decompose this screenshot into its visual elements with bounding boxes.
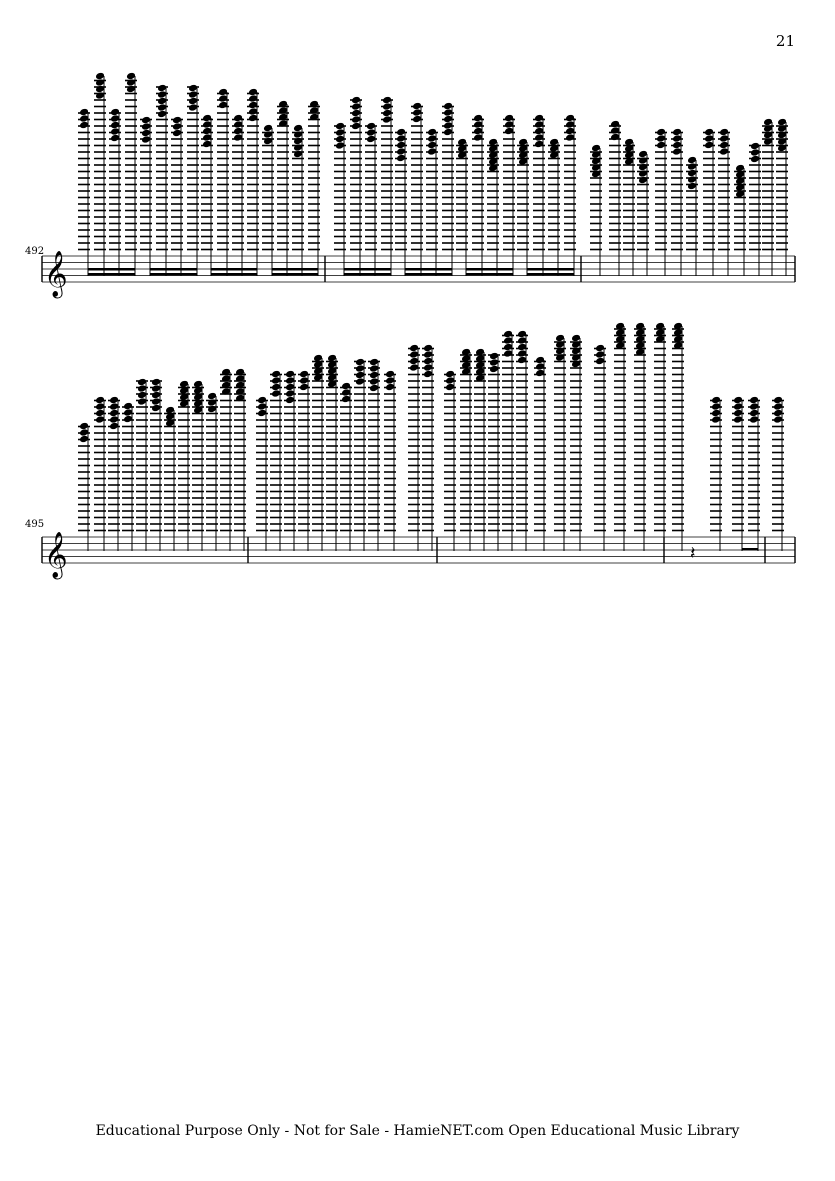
notehead <box>335 122 345 131</box>
notehead <box>704 134 714 143</box>
notehead <box>157 103 167 112</box>
notehead <box>672 128 682 137</box>
notehead <box>777 118 787 127</box>
notehead <box>263 130 273 139</box>
notehead <box>412 102 422 111</box>
notehead <box>257 396 267 405</box>
notehead <box>565 120 575 129</box>
notehead <box>137 384 147 393</box>
notehead <box>285 376 295 385</box>
notehead <box>750 155 760 164</box>
notehead <box>271 370 281 379</box>
notehead <box>188 97 198 106</box>
notehead <box>110 134 120 143</box>
notehead <box>638 150 648 159</box>
notehead <box>285 370 295 379</box>
notehead <box>137 378 147 387</box>
notehead <box>396 141 406 150</box>
page-number: 21 <box>775 32 795 50</box>
beam <box>405 268 452 271</box>
notehead <box>711 409 721 418</box>
notehead <box>595 344 605 353</box>
notehead <box>711 415 721 424</box>
notehead <box>285 396 295 405</box>
notehead <box>141 135 151 144</box>
notehead <box>233 127 243 136</box>
notehead <box>385 376 395 385</box>
notehead <box>202 133 212 142</box>
notehead <box>369 377 379 386</box>
notehead <box>773 402 783 411</box>
notehead <box>719 134 729 143</box>
notehead <box>427 134 437 143</box>
notehead <box>443 115 453 124</box>
notehead <box>351 109 361 118</box>
notehead <box>341 382 351 391</box>
notehead <box>341 388 351 397</box>
notehead <box>335 135 345 144</box>
notehead <box>445 370 455 379</box>
notehead <box>385 383 395 392</box>
notehead <box>719 141 729 150</box>
notehead <box>123 402 133 411</box>
notehead <box>202 127 212 136</box>
beam <box>344 273 391 276</box>
notehead <box>656 141 666 150</box>
notehead <box>109 402 119 411</box>
notehead <box>351 96 361 105</box>
notehead <box>355 364 365 373</box>
notehead <box>427 128 437 137</box>
beam <box>272 273 318 276</box>
notehead <box>293 150 303 159</box>
notehead <box>423 350 433 359</box>
notehead <box>473 127 483 136</box>
notehead <box>172 116 182 125</box>
staff-system-1 <box>42 72 795 299</box>
notehead <box>733 396 743 405</box>
beam <box>211 268 257 271</box>
notehead <box>141 129 151 138</box>
notehead <box>517 336 527 345</box>
notehead <box>610 133 620 142</box>
notehead <box>773 415 783 424</box>
notehead <box>672 147 682 156</box>
notehead <box>382 109 392 118</box>
notehead <box>517 349 527 358</box>
notehead <box>355 371 365 380</box>
notehead <box>704 128 714 137</box>
notehead <box>504 114 514 123</box>
notehead <box>535 362 545 371</box>
notehead <box>157 90 167 99</box>
beam <box>466 268 513 271</box>
notehead <box>503 349 513 358</box>
notehead <box>719 147 729 156</box>
notehead <box>595 350 605 359</box>
measure-number-495: 495 <box>25 519 45 530</box>
notehead <box>517 330 527 339</box>
notehead <box>503 330 513 339</box>
notehead <box>123 408 133 417</box>
notehead <box>427 147 437 156</box>
notehead <box>188 90 198 99</box>
notehead <box>369 364 379 373</box>
notehead <box>423 344 433 353</box>
notehead <box>172 122 182 131</box>
notehead <box>202 140 212 149</box>
notehead <box>591 144 601 153</box>
notehead <box>750 148 760 157</box>
notehead <box>335 128 345 137</box>
notehead <box>656 134 666 143</box>
notehead <box>396 154 406 163</box>
notehead <box>110 121 120 130</box>
notehead <box>749 396 759 405</box>
notehead <box>293 124 303 133</box>
notehead <box>382 115 392 124</box>
notehead <box>443 121 453 130</box>
notehead <box>503 336 513 345</box>
notehead <box>285 383 295 392</box>
notehead <box>351 102 361 111</box>
beam <box>405 273 452 276</box>
notehead <box>423 363 433 372</box>
notehead <box>248 94 258 103</box>
notehead <box>351 115 361 124</box>
notehead <box>369 358 379 367</box>
notehead <box>151 397 161 406</box>
notehead <box>188 84 198 93</box>
notehead <box>711 396 721 405</box>
notehead <box>293 130 303 139</box>
notehead <box>233 133 243 142</box>
notehead <box>355 358 365 367</box>
notehead <box>610 126 620 135</box>
notehead <box>445 383 455 392</box>
notehead <box>207 392 217 401</box>
notehead <box>95 415 105 424</box>
notehead <box>95 402 105 411</box>
notehead <box>704 141 714 150</box>
notehead <box>687 169 697 178</box>
beam <box>527 273 574 276</box>
notehead <box>445 376 455 385</box>
footer-text: Educational Purpose Only - Not for Sale - HamieNET.com Open Educational Music Library <box>95 1123 740 1139</box>
notehead <box>109 415 119 424</box>
beam <box>88 268 135 271</box>
notehead <box>571 334 581 343</box>
notehead <box>638 156 648 165</box>
notehead <box>733 415 743 424</box>
notehead <box>109 409 119 418</box>
staff-system-2 <box>42 322 795 580</box>
notehead <box>534 140 544 149</box>
notehead <box>409 344 419 353</box>
beam <box>466 273 513 276</box>
notehead <box>109 396 119 405</box>
notehead <box>733 402 743 411</box>
notehead <box>535 369 545 378</box>
notehead <box>489 365 499 374</box>
notehead <box>396 147 406 156</box>
notehead <box>503 343 513 352</box>
notehead <box>248 107 258 116</box>
beam <box>211 273 257 276</box>
notehead <box>504 120 514 129</box>
notehead <box>202 120 212 129</box>
notehead <box>141 122 151 131</box>
beam <box>88 273 135 276</box>
notehead <box>672 141 682 150</box>
notehead <box>412 115 422 124</box>
notehead <box>172 129 182 138</box>
measure-number-492: 492 <box>25 246 45 257</box>
notehead <box>473 133 483 142</box>
notehead <box>534 120 544 129</box>
beam <box>527 268 574 271</box>
notehead <box>473 120 483 129</box>
notehead <box>385 370 395 379</box>
notehead <box>489 358 499 367</box>
notehead <box>638 176 648 185</box>
notehead <box>126 78 136 87</box>
notehead <box>733 409 743 418</box>
notehead <box>443 128 453 137</box>
notehead <box>218 94 228 103</box>
notehead <box>95 409 105 418</box>
notehead <box>233 114 243 123</box>
notehead <box>366 128 376 137</box>
notehead <box>141 116 151 125</box>
notehead <box>409 363 419 372</box>
notehead <box>763 118 773 127</box>
notehead <box>79 435 89 444</box>
notehead <box>110 127 120 136</box>
notehead <box>382 96 392 105</box>
notehead <box>517 356 527 365</box>
notehead <box>335 141 345 150</box>
notehead <box>409 350 419 359</box>
notehead <box>137 391 147 400</box>
notehead <box>233 120 243 129</box>
notehead <box>555 334 565 343</box>
notehead <box>610 120 620 129</box>
notehead <box>110 114 120 123</box>
notehead <box>271 389 281 398</box>
notehead <box>423 357 433 366</box>
beam <box>150 268 197 271</box>
notehead <box>248 114 258 123</box>
notehead <box>366 122 376 131</box>
notehead <box>257 402 267 411</box>
notehead <box>151 384 161 393</box>
treble-clef: 𝄞 <box>44 251 68 297</box>
notehead <box>423 370 433 379</box>
notehead <box>565 127 575 136</box>
notehead <box>79 428 89 437</box>
notehead <box>565 133 575 142</box>
notehead <box>95 396 105 405</box>
notehead <box>151 404 161 413</box>
notehead <box>369 371 379 380</box>
notehead <box>595 357 605 366</box>
notehead <box>79 114 89 123</box>
notehead <box>534 127 544 136</box>
beam <box>272 268 318 271</box>
quarter-rest: 𝄽 <box>690 543 696 564</box>
notehead <box>504 127 514 136</box>
notehead <box>271 376 281 385</box>
notehead <box>299 383 309 392</box>
notehead <box>299 370 309 379</box>
notehead <box>293 137 303 146</box>
notehead <box>188 103 198 112</box>
notehead <box>409 357 419 366</box>
notehead <box>369 384 379 393</box>
notehead <box>719 128 729 137</box>
notehead <box>248 88 258 97</box>
notehead <box>299 376 309 385</box>
notehead <box>137 397 147 406</box>
notehead <box>750 142 760 151</box>
notehead <box>535 356 545 365</box>
notehead <box>427 141 437 150</box>
notehead <box>749 402 759 411</box>
notehead <box>565 114 575 123</box>
notehead <box>126 72 136 81</box>
notehead <box>123 415 133 424</box>
notehead <box>687 175 697 184</box>
notehead <box>489 352 499 361</box>
notehead <box>151 391 161 400</box>
notehead <box>207 405 217 414</box>
notehead <box>341 395 351 404</box>
treble-clef: 𝄞 <box>44 532 68 578</box>
notehead <box>773 409 783 418</box>
notehead <box>773 396 783 405</box>
notehead <box>412 108 422 117</box>
notehead <box>248 101 258 110</box>
notehead <box>672 134 682 143</box>
notehead <box>443 102 453 111</box>
notehead <box>396 134 406 143</box>
notehead <box>126 85 136 94</box>
notehead <box>202 114 212 123</box>
notehead <box>157 110 167 119</box>
notehead <box>687 182 697 191</box>
notehead <box>95 78 105 87</box>
notehead <box>79 108 89 117</box>
notehead <box>79 121 89 130</box>
notehead <box>151 378 161 387</box>
notehead <box>157 84 167 93</box>
beam <box>150 273 197 276</box>
notehead <box>656 128 666 137</box>
notehead <box>110 108 120 117</box>
notehead <box>638 163 648 172</box>
notehead <box>687 162 697 171</box>
notehead <box>396 128 406 137</box>
notehead <box>355 377 365 386</box>
notehead <box>382 102 392 111</box>
notehead <box>293 143 303 152</box>
notehead <box>443 108 453 117</box>
notehead <box>157 97 167 106</box>
notehead <box>366 135 376 144</box>
notehead <box>711 402 721 411</box>
notehead <box>257 409 267 418</box>
notehead <box>109 422 119 431</box>
notehead <box>749 409 759 418</box>
notehead <box>95 91 105 100</box>
notehead <box>263 124 273 133</box>
notehead <box>207 398 217 407</box>
notehead <box>749 415 759 424</box>
notehead <box>687 156 697 165</box>
notehead <box>95 72 105 81</box>
beam <box>344 268 391 271</box>
notehead <box>351 122 361 131</box>
notehead <box>285 389 295 398</box>
notehead <box>263 137 273 146</box>
notehead <box>638 169 648 178</box>
notehead <box>534 133 544 142</box>
notehead <box>473 114 483 123</box>
beam <box>742 548 758 551</box>
notehead <box>79 422 89 431</box>
notehead <box>517 343 527 352</box>
notehead <box>271 383 281 392</box>
notehead <box>218 101 228 110</box>
notehead <box>534 114 544 123</box>
notehead <box>218 88 228 97</box>
notehead <box>95 85 105 94</box>
